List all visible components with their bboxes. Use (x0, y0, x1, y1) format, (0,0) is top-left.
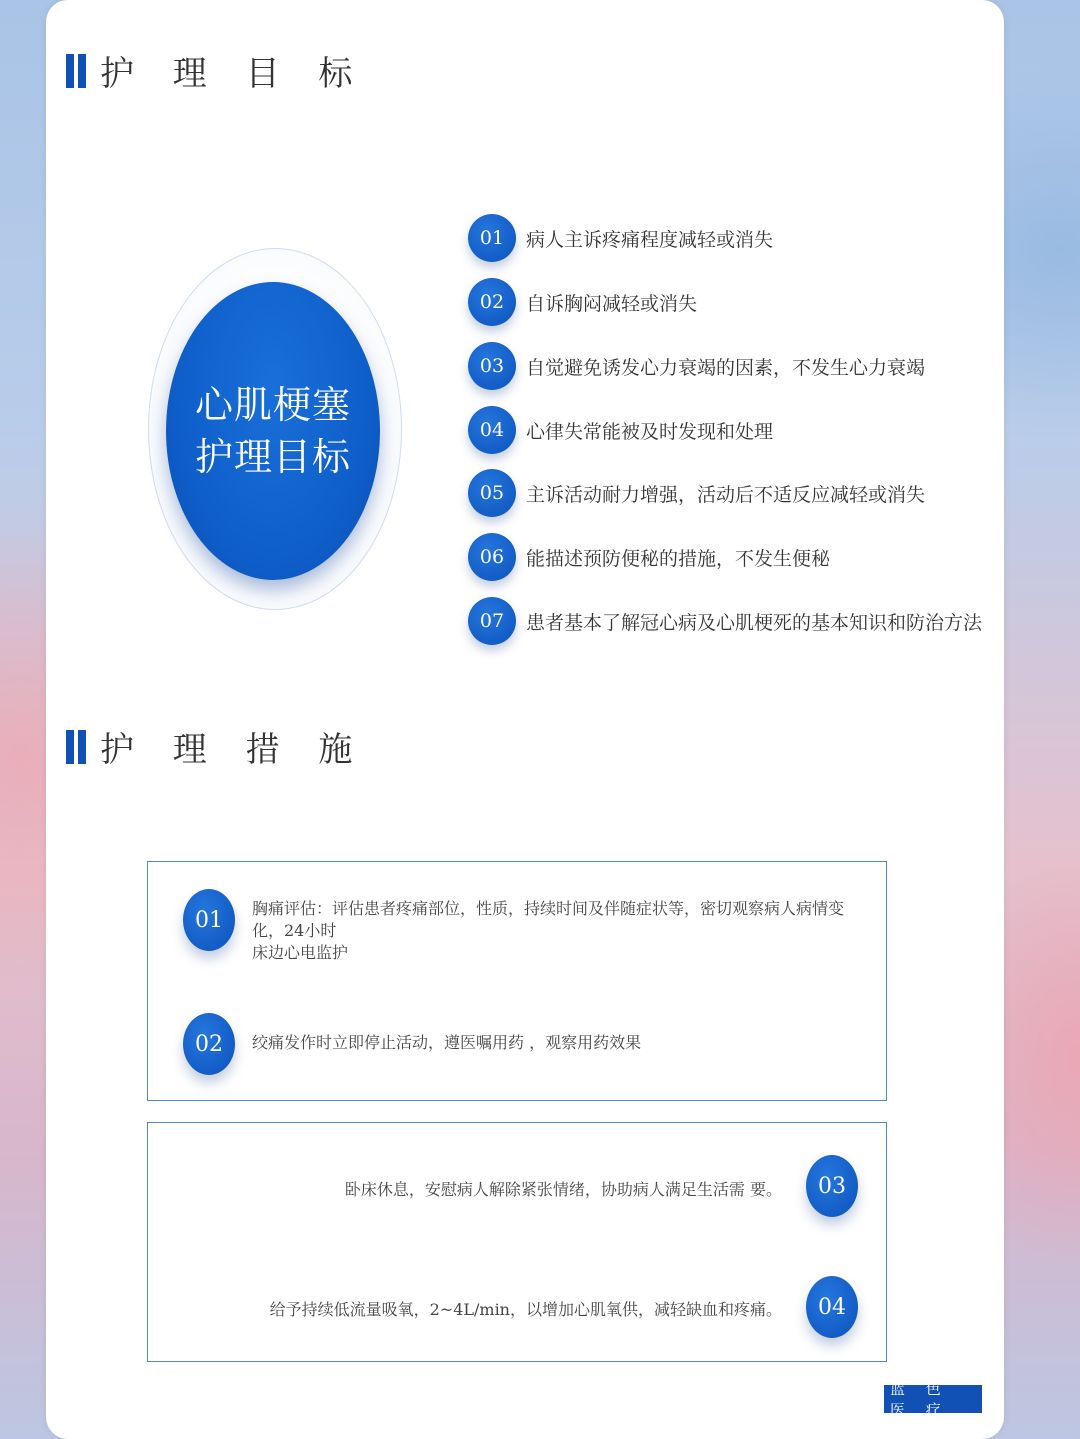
goal-text: 主诉活动耐力增强，活动后不适反应减轻或消失 (526, 483, 926, 506)
goal-number-badge: 05 (468, 469, 516, 517)
center-circle-line1: 心肌梗塞 (194, 383, 351, 427)
measure-text (252, 898, 872, 964)
measure-text-line: 床边心电监护 (252, 943, 349, 962)
goal-item (468, 342, 938, 390)
measure-number-badge: 03 (806, 1155, 858, 1217)
goal-item (468, 406, 938, 454)
goal-item (468, 597, 983, 645)
measure-text-line: 胸痛评估：评估患者疼痛部位，性质，持续时间及伴随症状等，密切观察病人病情变化，24小时 (252, 899, 845, 940)
goal-number-badge: 06 (468, 533, 516, 581)
title-bars-icon (66, 730, 86, 764)
measure-text: 给予持续低流量吸氧，2~4L/min，以增加心肌氧供，减轻缺血和疼痛。 (269, 1300, 782, 1319)
goal-text: 患者基本了解冠心病及心肌梗死的基本知识和防治方法 (526, 611, 983, 634)
brand-tag: 蓝 色 医 疗 (884, 1385, 982, 1413)
section-title-text: 护 理 目 标 (100, 54, 367, 94)
measure-number-badge: 04 (806, 1276, 858, 1338)
goal-text: 心律失常能被及时发现和处理 (526, 420, 774, 443)
goal-text: 自觉避免诱发心力衰竭的因素，不发生心力衰竭 (526, 356, 926, 379)
measures-box-1 (147, 861, 887, 1101)
goal-item (468, 278, 938, 326)
measure-number-badge: 01 (183, 889, 235, 951)
measure-text: 绞痛发作时立即停止活动，遵医嘱用药 ，观察用药效果 (252, 1033, 642, 1052)
goal-text: 病人主诉疼痛程度减轻或消失 (526, 228, 774, 251)
title-bars-icon (66, 54, 86, 88)
goal-text: 能描述预防便秘的措施，不发生便秘 (526, 547, 831, 570)
goal-number-badge: 03 (468, 342, 516, 390)
section-title-text: 护 理 措 施 (100, 730, 367, 770)
goal-number-badge: 01 (468, 214, 516, 262)
goal-item (468, 469, 938, 517)
section-title-goals (66, 46, 366, 95)
center-circle (166, 282, 380, 580)
goal-number-badge: 04 (468, 406, 516, 454)
goal-text: 自诉胸闷减轻或消失 (526, 292, 698, 315)
measure-text: 卧床休息，安慰病人解除紧张情绪，协助病人满足生活需 要。 (344, 1180, 782, 1199)
goal-item (468, 214, 938, 262)
measure-number-badge: 02 (183, 1013, 235, 1075)
measures-box-2 (147, 1122, 887, 1362)
goal-number-badge: 02 (468, 278, 516, 326)
goal-number-badge: 07 (468, 597, 516, 645)
goal-item (468, 533, 938, 581)
section-title-measures (66, 722, 366, 771)
center-circle-line2: 护理目标 (194, 435, 351, 479)
